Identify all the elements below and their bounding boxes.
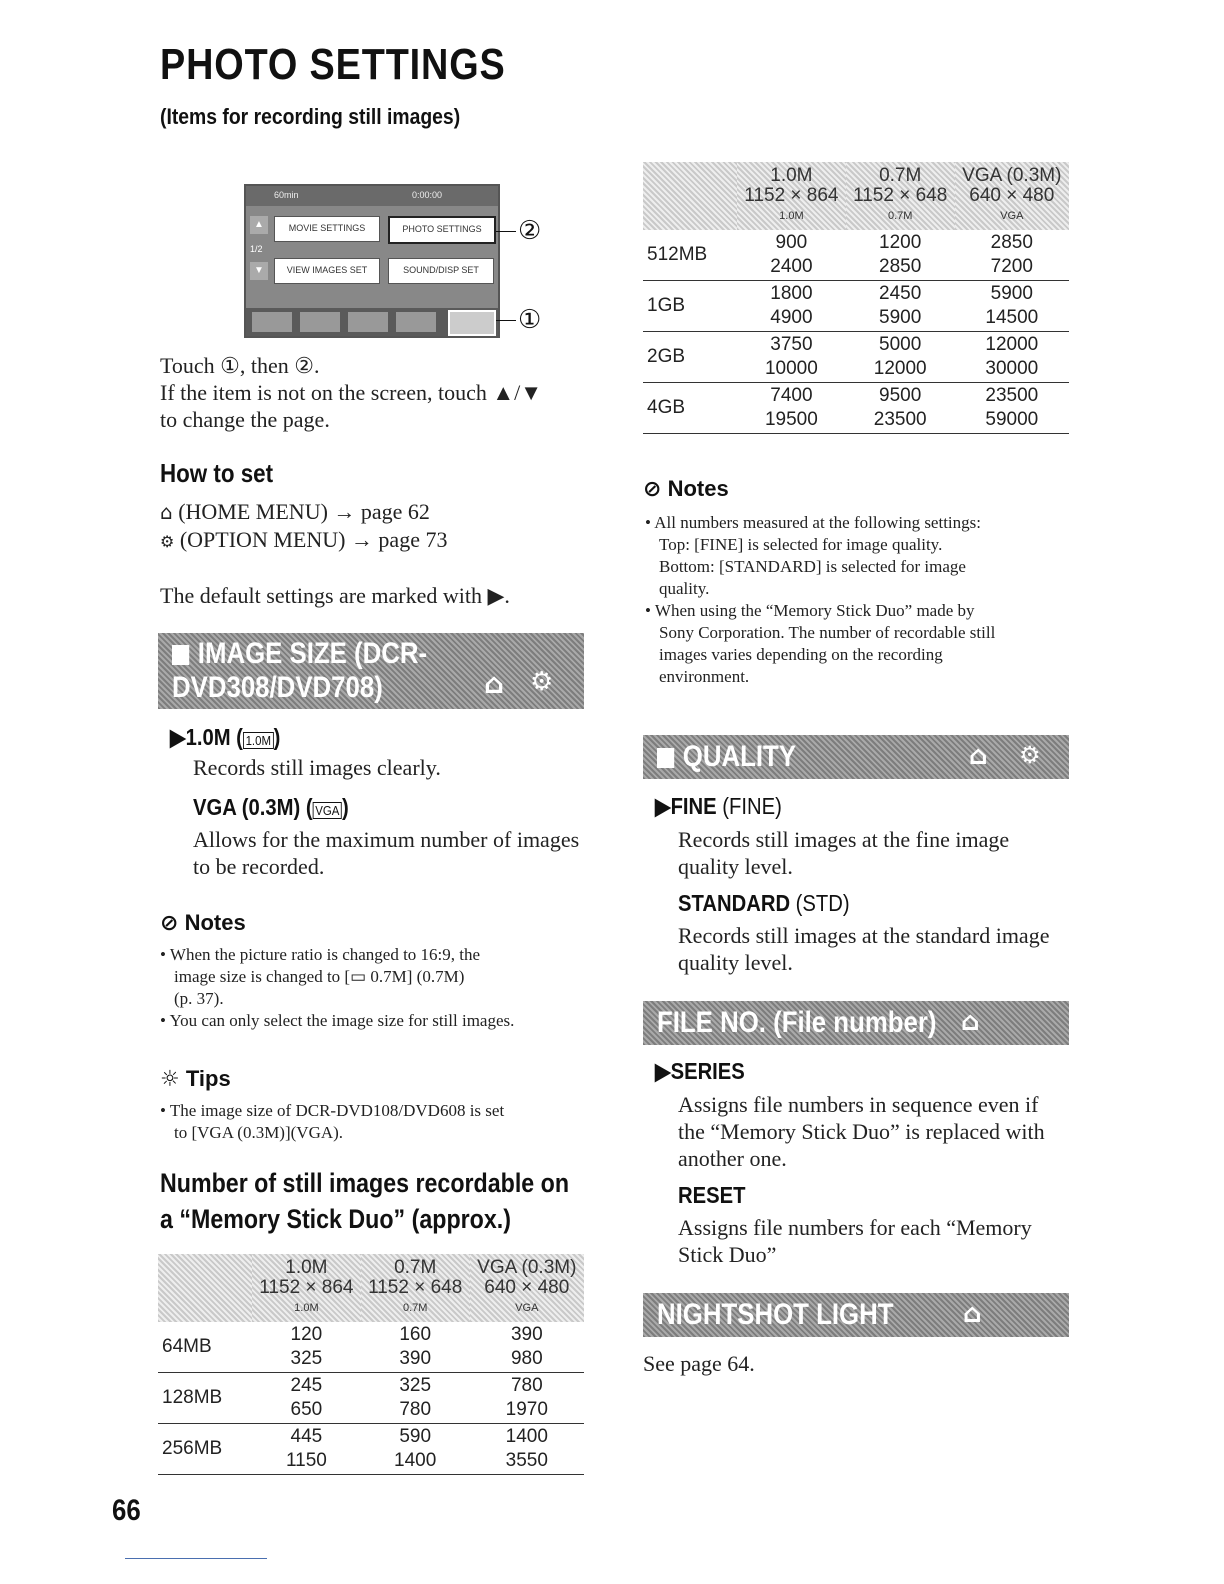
note-line: quality. (659, 579, 710, 598)
page-subtitle: (Items for recording still images) (160, 104, 461, 129)
cell-standard-value: 3550 (505, 1450, 548, 1471)
option-icon: ⚙ (530, 667, 554, 697)
photo-settings-button[interactable]: PHOTO SETTINGS (388, 216, 496, 244)
table-cell (361, 1424, 470, 1475)
col-header: 1.0M 1152 × 864 1.0M (737, 162, 846, 230)
notes-heading: Notes (667, 476, 729, 501)
lcd-screen-illustration (244, 184, 500, 338)
option-vga-desc: to be recorded. (193, 854, 325, 879)
table-cell (846, 230, 955, 281)
cell-fine-value: 23500 (985, 385, 1039, 406)
notes-icon: ⊘ (643, 477, 662, 502)
col-header: 1.0M 1152 × 864 1.0M (252, 1254, 361, 1322)
cell-standard-value: 650 (290, 1399, 323, 1420)
callout-1: ① (518, 305, 542, 335)
cell-fine-value: 1200 (879, 232, 922, 253)
table-cell (846, 332, 955, 383)
cell-fine-value: 445 (290, 1426, 323, 1447)
cell-standard-value: 23500 (873, 409, 927, 430)
capacity-table-left (158, 1254, 584, 1475)
table-cell (846, 383, 955, 434)
table-cell (361, 1373, 470, 1424)
table-cell (737, 383, 846, 434)
table-row (643, 332, 1069, 383)
option-menu-link: (OPTION MENU) → page 73 (179, 527, 448, 552)
screen-page-indicator: 1/2 (250, 244, 263, 254)
table-row (158, 1424, 584, 1475)
table-cell (846, 281, 955, 332)
table-row (158, 1322, 584, 1373)
capacity-table-right (643, 162, 1069, 434)
tab-icon[interactable] (300, 312, 340, 332)
note-line: Sony Corporation. The number of recordable still (659, 623, 996, 642)
nightshot-banner (643, 1293, 1069, 1337)
page-up-icon[interactable]: ▲ (250, 216, 268, 234)
cell-fine-value: 120 (290, 1324, 323, 1345)
note-line: • When the picture ratio is changed to 16:9, the (160, 945, 481, 964)
option-reset-desc: Assigns file numbers for each “Memory (678, 1215, 1032, 1240)
note-line: • When using the “Memory Stick Duo” made by (645, 601, 975, 620)
row-label: 1GB (643, 281, 737, 332)
cell-standard-value: 59000 (985, 409, 1039, 430)
home-menu-link: (HOME MENU) → page 62 (178, 499, 430, 524)
note-line: Bottom: [STANDARD] is selected for image (659, 557, 966, 576)
callout-2: ② (518, 216, 542, 246)
cell-standard-value: 325 (290, 1348, 323, 1369)
home-icon: ⌂ (963, 1299, 982, 1329)
cell-fine-value: 5000 (879, 334, 922, 355)
page-title: PHOTO SETTINGS (160, 40, 506, 89)
option-series: ▶SERIES (655, 1058, 745, 1084)
table-cell (470, 1322, 584, 1373)
row-label: 512MB (643, 230, 737, 281)
intro-line: to change the page. (160, 407, 330, 432)
quality-banner (643, 735, 1069, 779)
cell-fine-value: 7400 (770, 385, 813, 406)
option-fine-desc: Records still images at the fine image (678, 827, 1010, 852)
option-1-0m-desc: Records still images clearly. (193, 755, 441, 780)
cell-fine-value: 900 (775, 232, 808, 253)
tip-line: to [VGA (0.3M)](VGA). (174, 1123, 344, 1142)
option-series-desc: Assigns file numbers in sequence even if (678, 1092, 1039, 1117)
view-images-set-button[interactable]: VIEW IMAGES SET (274, 258, 380, 284)
cell-standard-value: 4900 (770, 307, 813, 328)
home-icon: ⌂ (160, 500, 173, 524)
table-cell (955, 383, 1069, 434)
image-size-vga-icon: VGA (313, 802, 342, 819)
cell-fine-value: 160 (399, 1324, 432, 1345)
header-blank (643, 162, 737, 230)
row-label: 4GB (643, 383, 737, 434)
table-row (643, 281, 1069, 332)
option-standard-desc: quality level. (678, 950, 793, 975)
table-cell (252, 1373, 361, 1424)
how-to-set-heading: How to set (160, 458, 274, 488)
table-cell (955, 332, 1069, 383)
note-line: • All numbers measured at the following settings: (645, 513, 981, 532)
header-blank (158, 1254, 252, 1322)
notes-heading: Notes (184, 910, 246, 935)
capacity-heading-line2: a “Memory Stick Duo” (approx.) (160, 1204, 511, 1234)
cell-standard-value: 30000 (985, 358, 1039, 379)
cell-standard-value: 10000 (764, 358, 818, 379)
cell-fine-value: 1800 (770, 283, 813, 304)
tab-icon[interactable] (252, 312, 292, 332)
table-cell (470, 1424, 584, 1475)
cell-fine-value: 9500 (879, 385, 922, 406)
home-icon: ⌂ (961, 1007, 980, 1037)
row-label: 256MB (158, 1424, 252, 1475)
table-row (643, 230, 1069, 281)
home-icon: ⌂ (969, 741, 988, 771)
row-label: 128MB (158, 1373, 252, 1424)
table-cell (737, 230, 846, 281)
col-header: VGA (0.3M) 640 × 480 VGA (955, 162, 1069, 230)
quality-banner-title: QUALITY (682, 740, 797, 773)
cell-standard-value: 2400 (770, 256, 813, 277)
default-note: The default settings are marked with ▶. (160, 583, 510, 608)
cell-fine-value: 780 (510, 1375, 543, 1396)
tip-line: • The image size of DCR-DVD108/DVD608 is set (160, 1101, 505, 1120)
table-cell (252, 1424, 361, 1475)
settings-tab-icon[interactable] (448, 310, 496, 336)
cell-standard-value: 19500 (764, 409, 818, 430)
option-series-desc: another one. (678, 1146, 787, 1171)
option-series-desc: the “Memory Stick Duo” is replaced with (678, 1119, 1045, 1144)
cell-standard-value: 1970 (505, 1399, 548, 1420)
nightshot-desc: See page 64. (643, 1351, 755, 1376)
cell-standard-value: 12000 (873, 358, 927, 379)
page-number: 66 (112, 1494, 141, 1527)
cell-standard-value: 14500 (985, 307, 1039, 328)
table-cell (737, 332, 846, 383)
note-line: environment. (659, 667, 750, 686)
cell-fine-value: 390 (510, 1324, 543, 1345)
option-vga: VGA (0.3M) ( VGA ) (193, 794, 349, 820)
note-line: Top: [FINE] is selected for image quality. (659, 535, 943, 554)
table-row (158, 1373, 584, 1424)
option-icon: ⚙ (160, 532, 175, 551)
cell-fine-value: 3750 (770, 334, 813, 355)
table-cell (361, 1322, 470, 1373)
table-cell (252, 1322, 361, 1373)
cell-fine-value: 2450 (879, 283, 922, 304)
cell-fine-value: 2850 (990, 232, 1033, 253)
screen-remaining-time: 60min (274, 190, 299, 200)
cell-fine-value: 245 (290, 1375, 323, 1396)
intro-line: If the item is not on the screen, touch ▲/▼ (160, 380, 543, 405)
row-label: 2GB (643, 332, 737, 383)
cell-standard-value: 980 (510, 1348, 543, 1369)
cell-fine-value: 590 (399, 1426, 432, 1447)
image-size-1m-icon: 1.0M (243, 732, 274, 749)
option-standard: STANDARD (STD) (678, 890, 850, 916)
option-fine: ▶FINE (FINE) (655, 793, 782, 819)
cell-standard-value: 5900 (879, 307, 922, 328)
note-line: • You can only select the image size for still images. (160, 1011, 515, 1030)
col-header: 0.7M 1152 × 648 0.7M (361, 1254, 470, 1322)
option-reset-desc: Stick Duo” (678, 1242, 777, 1267)
screen-status-bar (246, 186, 498, 206)
option-reset: RESET (678, 1182, 746, 1208)
image-size-banner-line1: IMAGE SIZE (DCR- (197, 637, 428, 670)
cell-standard-value: 390 (399, 1348, 432, 1369)
col-header: 0.7M 1152 × 648 0.7M (846, 162, 955, 230)
section-marker-icon (172, 645, 189, 665)
note-line: images varies depending on the recording (659, 645, 943, 664)
note-line: image size is changed to [▭ 0.7M] (0.7M) (174, 967, 465, 986)
table-cell (955, 281, 1069, 332)
table-row (643, 383, 1069, 434)
table-cell (955, 230, 1069, 281)
screen-counter: 0:00:00 (412, 190, 443, 200)
tab-icon[interactable] (348, 312, 388, 332)
cell-standard-value: 2850 (879, 256, 922, 277)
image-size-banner (158, 633, 584, 709)
file-no-banner (643, 1001, 1069, 1045)
page-down-icon[interactable]: ▼ (250, 262, 268, 280)
col-header: VGA (0.3M) 640 × 480 VGA (470, 1254, 584, 1322)
screen-bottom-tabs (246, 308, 498, 336)
cell-fine-value: 325 (399, 1375, 432, 1396)
table-cell (737, 281, 846, 332)
notes-icon: ⊘ (160, 911, 179, 936)
cell-fine-value: 12000 (985, 334, 1039, 355)
note-line: (p. 37). (174, 989, 224, 1008)
sound-disp-set-button[interactable]: SOUND/DISP SET (388, 258, 494, 284)
home-icon: ⌂ (484, 667, 505, 700)
row-label: 64MB (158, 1322, 252, 1373)
tips-heading: Tips (185, 1066, 231, 1091)
table-cell (470, 1373, 584, 1424)
cell-standard-value: 780 (399, 1399, 432, 1420)
footer-rule (125, 1558, 267, 1559)
nightshot-banner-title: NIGHTSHOT LIGHT (657, 1298, 894, 1331)
cell-fine-value: 5900 (990, 283, 1033, 304)
callout-line-2 (496, 231, 516, 232)
capacity-heading-line1: Number of still images recordable on (160, 1168, 570, 1198)
cell-standard-value: 1150 (285, 1450, 327, 1471)
cell-standard-value: 1400 (394, 1450, 437, 1471)
option-fine-desc: quality level. (678, 854, 793, 879)
option-vga-desc: Allows for the maximum number of images (193, 827, 580, 852)
cell-standard-value: 7200 (990, 256, 1033, 277)
tips-icon: ☼ (160, 1067, 180, 1092)
option-icon: ⚙ (1019, 741, 1041, 769)
section-marker-icon (657, 748, 674, 768)
movie-settings-button[interactable]: MOVIE SETTINGS (274, 216, 380, 242)
option-standard-desc: Records still images at the standard image (678, 923, 1050, 948)
option-1-0m: ▶1.0M ( 1.0M ) (170, 724, 281, 750)
tab-icon[interactable] (396, 312, 436, 332)
cell-fine-value: 1400 (505, 1426, 548, 1447)
callout-line-1 (496, 320, 516, 321)
file-no-banner-title: FILE NO. (File number) (657, 1006, 937, 1039)
intro-line: Touch ①, then ②. (160, 353, 320, 378)
image-size-banner-line2: DVD308/DVD708) (172, 671, 383, 704)
